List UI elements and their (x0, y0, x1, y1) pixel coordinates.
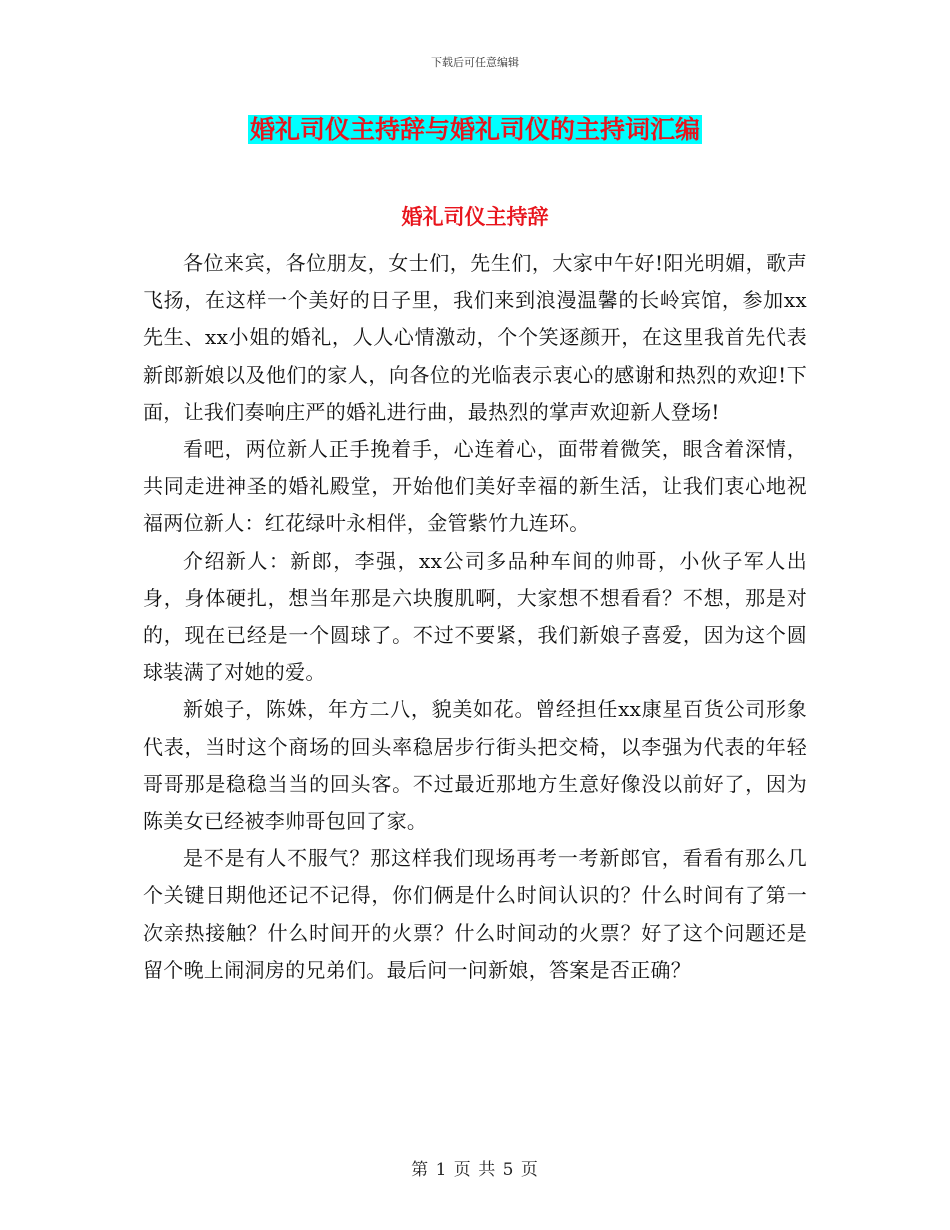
document-body (143, 245, 807, 989)
section-title: 婚礼司仪主持辞 (401, 205, 549, 229)
paragraph: 各位来宾，各位朋友，女士们，先生们，大家中午好!阳光明媚，歌声飞扬，在这样一个美好的日子里，我们来到浪漫温馨的长岭宾馆，参加xx先生、xx小姐的婚礼，人人心情激动，个个笑逐颜开，在这里我首先代表新郎新娘以及他们的家人，向各位的光临表示衷心的感谢和热烈的欢迎!下面，让我们奏响庄严的婚礼进行曲，最热烈的掌声欢迎新人登场! (143, 251, 807, 424)
document-title-text: 婚礼司仪主持辞与婚礼司仪的主持词汇编 (249, 115, 700, 144)
paragraph: 是不是有人不服气？那这样我们现场再考一考新郎官，看看有那么几个关键日期他还记不记得，你们俩是什么时间认识的？什么时间有了第一次亲热接触？什么时间开的火票？什么时间动的火票？好了这个问题还是留个晚上闹洞房的兄弟们。最后问一问新娘，答案是否正确？ (143, 846, 807, 982)
paragraph: 新娘子，陈姝，年方二八，貌美如花。曾经担任xx康星百货公司形象代表，当时这个商场的回头率稳居步行街头把交椅，以李强为代表的年轻哥哥那是稳稳当当的回头客。不过最近那地方生意好像没以前好了，因为陈美女已经被李帅哥包回了家。 (143, 697, 807, 834)
paragraph: 看吧，两位新人正手挽着手，心连着心，面带着微笑，眼含着深情，共同走进神圣的婚礼殿堂，开始他们美好幸福的新生活，让我们衷心地祝福两位新人：红花绿叶永相伴，金管紫竹九连环。 (143, 437, 807, 536)
page-number: 第 1 页 共 5 页 (411, 1160, 539, 1180)
header-note: 下载后可任意编辑 (431, 56, 519, 69)
document-title (0, 112, 950, 148)
paragraph: 介绍新人：新郎，李强，xx公司多品种车间的帅哥，小伙子军人出身，身体硬扎，想当年那是六块腹肌啊，大家想不想看看？不想，那是对的，现在已经是一个圆球了。不过不要紧，我们新娘子喜爱，因为这个圆球装满了对她的爱。 (143, 548, 807, 685)
